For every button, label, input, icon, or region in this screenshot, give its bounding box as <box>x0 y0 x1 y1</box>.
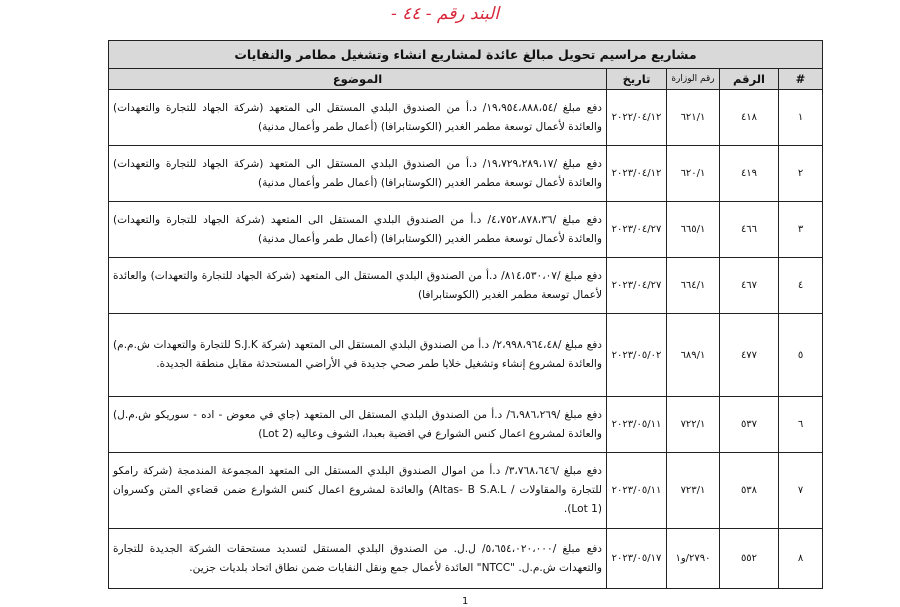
row-ministry-number: ٦٦٥/١ <box>667 202 720 258</box>
row-number: ٥٣٨ <box>720 453 779 529</box>
row-index: ٥ <box>779 314 823 397</box>
row-date: ٢٠٢٣/٠٤/٢٧ <box>607 258 667 314</box>
row-subject: دفع مبلغ /٨١٤،٥٣٠،٠٧/ د.أ من الصندوق البلدي المستقل الى المتعهد (شركة الجهاد للتجارة والتعهدات) والعائدة لأعمال توسعة مطمر الغدير (الكوستابرافا) <box>109 258 607 314</box>
row-index: ٦ <box>779 397 823 453</box>
row-index: ٧ <box>779 453 823 529</box>
row-index: ٢ <box>779 146 823 202</box>
row-subject: دفع مبلغ /٦،٩٨٦،٢٦٩/ د.أ من الصندوق البلدي المستقل الى المتعهد (جاي في معوض - اده - سوريكو ش.م.ل) والعائدة لمشروع اعمال كنس الشوارع في اقضية بعبدا، الشوف وعاليه (Lot 2) <box>109 397 607 453</box>
row-date: ٢٠٢٣/٠٤/٢٧ <box>607 202 667 258</box>
row-date: ٢٠٢٣/٠٥/١١ <box>607 397 667 453</box>
row-number: ٤٦٧ <box>720 258 779 314</box>
header-date: تاريخ <box>607 69 667 90</box>
table-row <box>109 90 823 146</box>
row-subject: دفع مبلغ /١٩،٧٢٩،٢٨٩،١٧/ د.أ من الصندوق البلدي المستقل الى المتعهد (شركة الجهاد للتجارة والتعهدات) والعائدة لأعمال توسعة مطمر الغدير (الكوستابرافا) (أعمال طمر وأعمال مدنية) <box>109 146 607 202</box>
row-subject: دفع مبلغ /٤،٧٥٢،٨٧٨،٣٦/ د.أ من الصندوق البلدي المستقل الى المتعهد (شركة الجهاد للتجارة والتعهدات) والعائدة لأعمال توسعة مطمر الغدير (الكوستابرافا) (أعمال طمر وأعمال مدنية) <box>109 202 607 258</box>
table-row <box>109 314 823 397</box>
row-ministry-number: ٧٢٢/١ <box>667 397 720 453</box>
row-subject: دفع مبلغ /٣،٧٦٨،٦٤٦/ د.أ من اموال الصندوق البلدي المستقل الى المتعهد المجموعة المندمجة (شركة رامكو للتجارة والمقاولات / Altas- B S.A.L) والعائدة لمشروع اعمال كنس الشوارع ضمن قضاءي المتن وكسروان (Lot 1). <box>109 453 607 529</box>
row-date: ٢٠٢٣/٠٥/١١ <box>607 453 667 529</box>
row-date: ٢٠٢٣/٠٥/٠٢ <box>607 314 667 397</box>
row-ministry-number: ٢٧٩٠/و١ <box>667 529 720 589</box>
row-subject: دفع مبلغ /١٩،٩٥٤،٨٨٨،٥٤/ د.أ من الصندوق البلدي المستقل الى المتعهد (شركة الجهاد للتجارة والتعهدات) والعائدة لأعمال توسعة مطمر الغدير (الكوستابرافا) (أعمال طمر وأعمال مدنية) <box>109 90 607 146</box>
row-number: ٥٣٧ <box>720 397 779 453</box>
decrees-table <box>108 40 823 589</box>
row-ministry-number: ٦٨٩/١ <box>667 314 720 397</box>
row-index: ٣ <box>779 202 823 258</box>
row-date: ٢٠٢٣/٠٤/١٢ <box>607 146 667 202</box>
row-ministry-number: ٧٢٣/١ <box>667 453 720 529</box>
page-number: 1 <box>462 596 469 607</box>
row-date: ٢٠٢٣/٠٥/١٧ <box>607 529 667 589</box>
handwritten-item-number: البند رقم - ٤٤ - <box>390 4 500 24</box>
row-index: ٨ <box>779 529 823 589</box>
row-ministry-number: ٦٢٠/١ <box>667 146 720 202</box>
row-index: ٤ <box>779 258 823 314</box>
row-number: ٤١٩ <box>720 146 779 202</box>
row-subject: دفع مبلغ /٢،٩٩٨،٩٦٤،٤٨/ د.أ من الصندوق البلدي المستقل الى المتعهد (شركة S.J.K للتجارة والتعهدات ش.م.م) والعائدة لمشروع إنشاء وتشغيل خلايا طمر صحي جديدة في الأراضي المستحدثة مقابل منطقة الجديدة. <box>109 314 607 397</box>
table-row <box>109 202 823 258</box>
row-ministry-number: ٦٢١/١ <box>667 90 720 146</box>
table-title: مشاريع مراسيم تحويل مبالغ عائدة لمشاريع انشاء وتشغيل مطامر والنفايات <box>109 41 823 69</box>
table-row <box>109 529 823 589</box>
decrees-table-container <box>108 40 823 589</box>
row-ministry-number: ٦٦٤/١ <box>667 258 720 314</box>
header-ministry-number: رقم الوزارة <box>667 69 720 90</box>
row-date: ٢٠٢٢/٠٤/١٢ <box>607 90 667 146</box>
table-row <box>109 397 823 453</box>
header-number: الرقم <box>720 69 779 90</box>
header-subject: الموضوع <box>109 69 607 90</box>
row-number: ٤٦٦ <box>720 202 779 258</box>
table-row <box>109 258 823 314</box>
row-number: ٤١٨ <box>720 90 779 146</box>
row-number: ٥٥٢ <box>720 529 779 589</box>
header-index: # <box>779 69 823 90</box>
table-row <box>109 146 823 202</box>
row-subject: دفع مبلغ /٥،٦٥٤،٠٢٠،٠٠٠/ ل.ل. من الصندوق البلدي المستقل لتسديد مستحقات الشركة الجديدة للتجارة والتعهدات ش.م.ل. "NTCC" العائدة لأعمال جمع ونقل النفايات ضمن نطاق اتحاد بلديات جزين. <box>109 529 607 589</box>
row-number: ٤٧٧ <box>720 314 779 397</box>
table-row <box>109 453 823 529</box>
row-index: ١ <box>779 90 823 146</box>
